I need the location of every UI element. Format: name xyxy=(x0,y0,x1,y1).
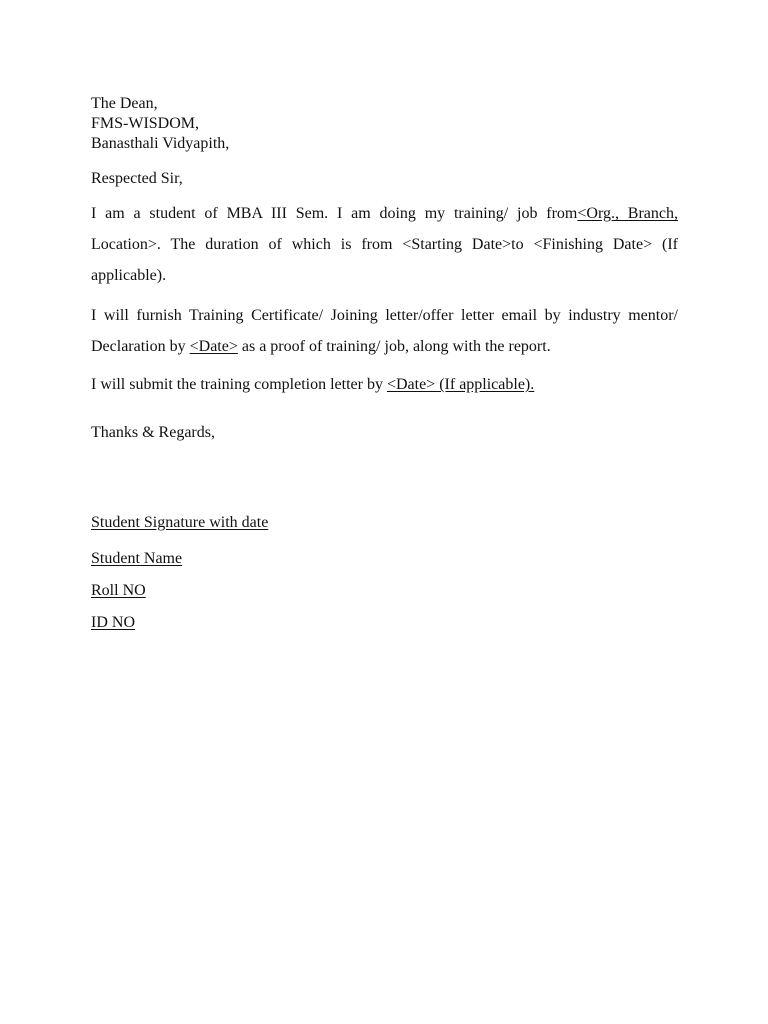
placeholder-org-branch: <Org., Branch, xyxy=(577,205,679,222)
paragraph-completion-letter xyxy=(91,369,678,400)
paragraph-1-text-after: Location>. The duration of which is from <Starting Date>to <Finishing Date> (If applicable). xyxy=(91,236,678,284)
placeholder-date: <Date> xyxy=(189,338,238,355)
address-line-2: FMS-WISDOM, xyxy=(91,115,200,132)
paragraph-certificate xyxy=(91,300,678,362)
recipient-address xyxy=(91,94,678,154)
signature-section xyxy=(91,507,678,639)
signature-line-row xyxy=(91,507,678,538)
placeholder-date-if-applicable: <Date> (If applicable). xyxy=(386,376,535,393)
student-name-row xyxy=(91,543,678,575)
address-line-1: The Dean, xyxy=(91,95,158,112)
paragraph-training-details xyxy=(91,198,678,291)
paragraph-1-text-before: I am a student of MBA III Sem. I am doing my training/ job from xyxy=(91,205,578,222)
roll-no-row xyxy=(91,575,678,607)
address-line-3: Banasthali Vidyapith, xyxy=(91,135,230,152)
letter-body xyxy=(91,94,678,639)
id-no-label: ID NO xyxy=(91,614,135,631)
closing: Thanks & Regards, xyxy=(91,424,215,441)
paragraph-3-text-before: I will submit the training completion letter by xyxy=(91,376,387,393)
paragraph-2-text-after: as a proof of training/ job, along with the report. xyxy=(237,338,551,355)
paragraph-2-text-before: I will furnish Training Certificate/ Joining letter/offer letter email by industry mentor/ Declaration by xyxy=(91,307,678,355)
student-name-label: Student Name xyxy=(91,550,183,567)
id-no-row xyxy=(91,607,678,639)
salutation: Respected Sir, xyxy=(91,170,183,187)
roll-no-label: Roll NO xyxy=(91,582,146,599)
signature-line: Student Signature with date xyxy=(91,514,269,531)
